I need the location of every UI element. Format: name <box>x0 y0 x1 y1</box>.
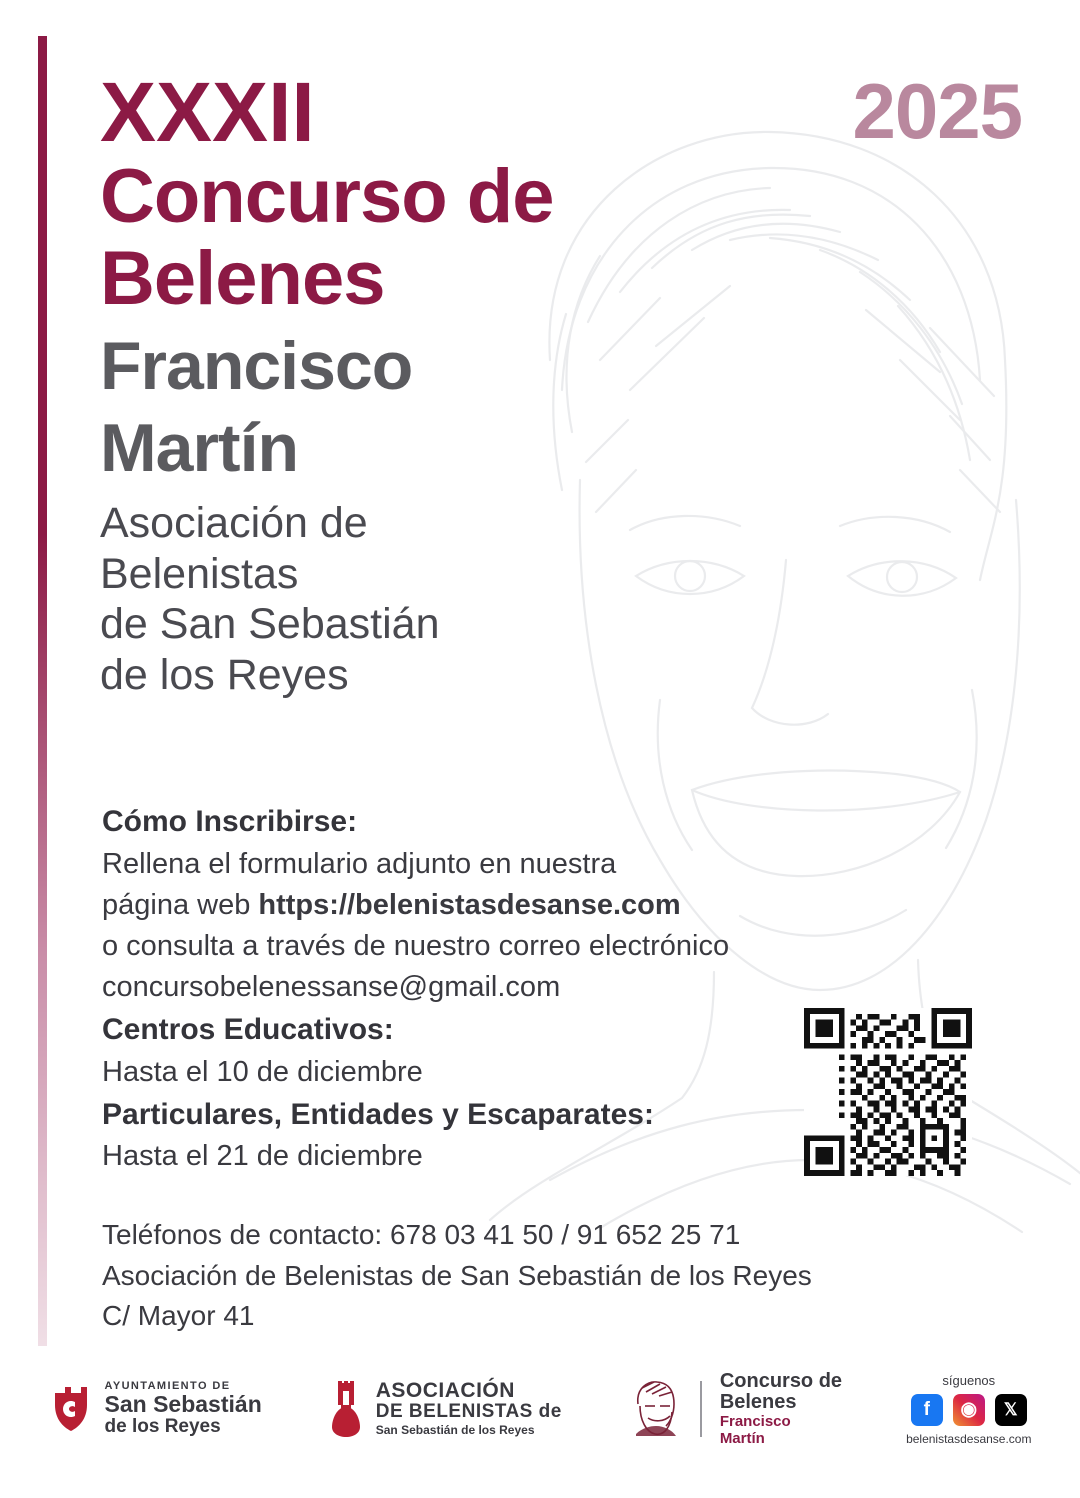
concurso-text <box>720 1371 842 1448</box>
concurso-line-4: Martín <box>719 1429 765 1447</box>
facebook-icon[interactable]: f <box>911 1394 943 1426</box>
contact-organization: Asociación de Belenistas de San Sebastián de los Reyes <box>102 1259 812 1291</box>
honoree-line-2: Martín <box>100 409 298 486</box>
asociacion-line-3: San Sebastián de los Reyes <box>375 1423 535 1438</box>
association-line-4: de los Reyes <box>100 651 349 700</box>
edition-number: XXXII <box>100 65 315 159</box>
title-line-2: Belenes <box>100 235 385 321</box>
ayuntamiento-line-2: de los Reyes <box>104 1415 221 1437</box>
registration-info <box>102 800 822 1178</box>
others-deadline: Hasta el 21 de diciembre <box>102 1140 423 1173</box>
concurso-line-3: Francisco <box>719 1412 791 1430</box>
ayuntamiento-crest-icon <box>49 1383 95 1435</box>
left-accent-bar <box>38 36 47 1346</box>
ayuntamiento-text <box>105 1380 262 1437</box>
asociacion-line-1: ASOCIACIÓN <box>375 1379 515 1403</box>
year-label: 2025 <box>852 67 1022 155</box>
contact-phones: Teléfonos de contacto: 678 03 41 50 / 91 652 25 71 <box>102 1219 741 1250</box>
qr-code-icon[interactable] <box>804 1008 972 1176</box>
association-block <box>100 498 780 701</box>
social-label: síguenos <box>942 1372 996 1388</box>
contact-block <box>102 1215 922 1337</box>
how-to-register-line-2 <box>102 885 822 926</box>
schools-heading: Centros Educativos: <box>102 1013 394 1047</box>
honoree-line-1: Francisco <box>100 327 413 404</box>
schools-deadline: Hasta el 10 de diciembre <box>102 1055 423 1088</box>
ayuntamiento-pre: AYUNTAMIENTO DE <box>104 1380 231 1393</box>
asociacion-text <box>376 1379 562 1439</box>
concurso-line-1: Concurso de <box>719 1369 843 1392</box>
asociacion-tower-icon <box>326 1379 366 1439</box>
how-to-register-line-3: o consulta a través de nuestro correo electrónico <box>102 929 730 962</box>
asociacion-line-2: DE BELENISTAS de <box>375 1401 562 1423</box>
concurso-portrait-icon <box>626 1378 682 1440</box>
association-line-1: Asociación de <box>100 498 368 547</box>
social-icons <box>911 1394 1027 1426</box>
association-line-2: Belenistas <box>100 549 299 598</box>
website-link[interactable]: https://belenistasdesanse.com <box>258 888 681 921</box>
how-to-register-heading: Cómo Inscribirse: <box>102 805 358 838</box>
logo-divider <box>700 1381 702 1437</box>
others-heading: Particulares, Entidades y Escaparates: <box>102 1097 654 1131</box>
social-website-url[interactable]: belenistasdesanse.com <box>906 1431 1032 1446</box>
logo-asociacion <box>326 1379 562 1439</box>
email-address[interactable]: concursobelenessanse@gmail.com <box>102 971 561 1004</box>
social-block <box>906 1373 1031 1446</box>
title-line-1: Concurso de <box>100 153 554 239</box>
instagram-icon[interactable]: ◉ <box>953 1394 985 1426</box>
contact-address: C/ Mayor 41 <box>102 1300 255 1332</box>
title-block <box>100 65 780 701</box>
association-line-3: de San Sebastián <box>100 600 440 649</box>
footer-logos <box>0 1344 1080 1474</box>
x-twitter-icon[interactable]: 𝕏 <box>995 1394 1027 1426</box>
ayuntamiento-line-1: San Sebastián <box>104 1391 262 1418</box>
logo-concurso <box>626 1371 842 1448</box>
website-prefix: página web <box>102 888 259 921</box>
logo-ayuntamiento <box>49 1380 262 1437</box>
how-to-register-line-1: Rellena el formulario adjunto en nuestra <box>102 847 617 880</box>
concurso-line-2: Belenes <box>719 1391 797 1414</box>
